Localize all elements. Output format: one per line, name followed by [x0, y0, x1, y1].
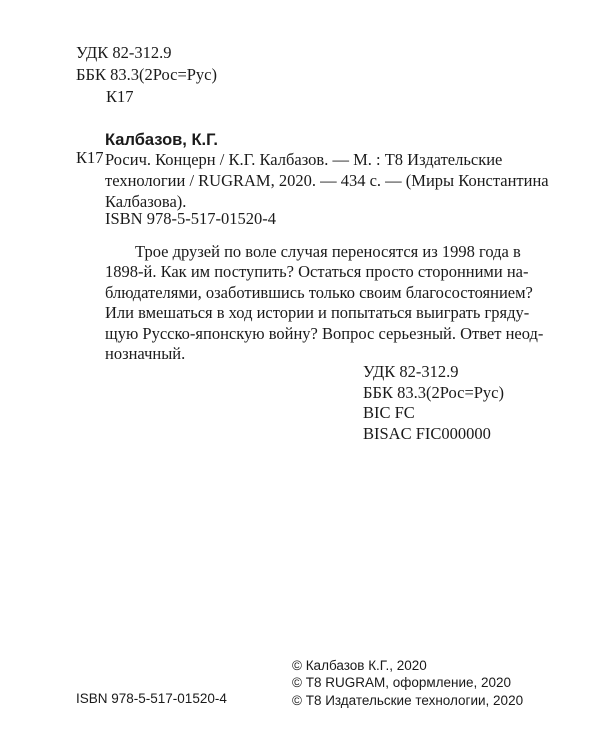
- copyright-line: © Т8 Издательские технологии, 2020: [292, 692, 524, 708]
- author-heading: Калбазов, К.Г.: [105, 131, 218, 149]
- annotation-paragraph: [105, 242, 544, 364]
- bbk-code: ББК 83.3(2Рос=Рус): [76, 65, 217, 84]
- copyright-line: © Т8 RUGRAM, оформление, 2020: [292, 675, 512, 691]
- record-line: технологии / RUGRAM, 2020. — 434 с. — (Миры Константина: [105, 171, 549, 190]
- bbk-code: ББК 83.3(2Рос=Рус): [363, 382, 504, 402]
- bibliographic-record: [105, 149, 549, 212]
- annotation-line: блюдателями, озаботившись только своим благосостоянием?: [105, 282, 533, 302]
- bisac-code: BISAC FIC000000: [363, 423, 491, 443]
- annotation-line: Или вмешаться в ход истории и попытаться выиграть гряду-: [105, 303, 530, 323]
- copyright-line: © Калбазов К.Г., 2020: [292, 658, 427, 673]
- author-sign: К17: [106, 87, 134, 106]
- annotation-line: нозначный.: [105, 344, 186, 364]
- bic-code: BIC FC: [363, 403, 415, 422]
- record-line: Калбазова).: [105, 192, 187, 211]
- annotation-line: Трое друзей по воле случая переносятся из 1998 года в: [135, 242, 521, 261]
- udk-code: УДК 82-312.9: [363, 362, 459, 381]
- isbn-main: ISBN 978-5-517-01520-4: [105, 209, 276, 228]
- udk-code: УДК 82-312.9: [76, 43, 172, 62]
- copyright-block: [292, 657, 523, 709]
- classification-block-right: [363, 362, 504, 444]
- annotation-line: щую Русско-японскую войну? Вопрос серьезный. Ответ неод-: [105, 323, 544, 343]
- isbn-bottom: ISBN 978-5-517-01520-4: [76, 691, 227, 706]
- record-line: Росич. Концерн / К.Г. Калбазов. — М. : Т8 Издательские: [105, 150, 503, 169]
- author-sign-code: К17: [76, 148, 104, 167]
- annotation-line: 1898-й. Как им поступить? Остаться просто сторонними на-: [105, 262, 529, 282]
- classification-block-top: [76, 42, 217, 108]
